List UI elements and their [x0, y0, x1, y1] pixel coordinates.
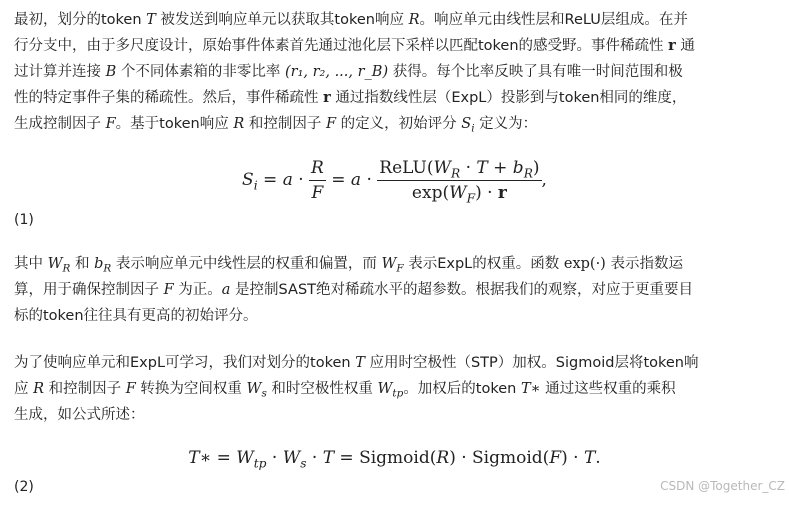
eq-f: F	[549, 448, 562, 468]
eq-lhs: S	[242, 170, 254, 190]
text-span: 应	[14, 381, 34, 397]
text-span: 性的特定事件子集的稀疏性。然后，事件稀疏性	[14, 90, 324, 106]
text-line	[14, 402, 774, 428]
paragraph-intro	[14, 7, 774, 137]
math-symbol: a	[221, 282, 231, 298]
text-line	[14, 277, 774, 303]
text-span: 和控制因子	[244, 116, 326, 132]
text-line	[14, 251, 774, 277]
eq-w: W	[236, 448, 254, 468]
text-line	[14, 376, 774, 402]
eq-a: a	[350, 170, 362, 190]
eq-frac-num: $ReLU(W_R \cdot T + b_R)$	[379, 158, 540, 181]
math-symbol: r	[323, 89, 331, 106]
eq-t: T	[476, 158, 488, 178]
text-span: 行分支中，由于多尺度设计，原始事件体素首先通过池化层下采样以匹配token的感受野。事件稀疏性	[14, 38, 669, 54]
text-span: 。加权后的token	[403, 381, 521, 397]
eq-frac-den: $\exp(W_F) \cdot r$	[411, 183, 507, 206]
math-symbol: R	[408, 12, 420, 28]
math-subscript: R	[103, 262, 112, 275]
eq-w-sub: F	[466, 191, 476, 206]
eq-w-sub: tp	[253, 456, 267, 471]
equation-1: $S_i = a$ · $\frac{R}{F}$ = a · $\frac{ReLU(W_R \cdot T + b_R)}{\exp(W_F) \cdot r}$ ,	[242, 158, 547, 206]
eq-t: T	[583, 448, 596, 468]
eq-r: r	[497, 183, 507, 203]
text-line	[14, 350, 774, 376]
eq-sigmoid: Sigmoid	[359, 448, 430, 468]
text-line	[14, 111, 774, 137]
eq-fraction-rf	[309, 156, 326, 205]
text-span: 其中	[14, 256, 48, 272]
math-symbol: T	[146, 12, 156, 28]
text-line	[14, 85, 774, 111]
text-line	[14, 303, 774, 329]
eq-w-sub: R	[450, 166, 461, 181]
math-symbol: T	[355, 355, 365, 371]
eq-r: R	[436, 448, 450, 468]
csdn-watermark: CSDN @Together_CZ	[660, 479, 785, 493]
paragraph-stp	[14, 350, 774, 428]
math-symbol: F	[163, 282, 174, 298]
eq-frac-num: R	[309, 156, 326, 181]
text-span: 被发送到响应单元以获取其token响应	[155, 12, 409, 28]
eq-b-sub: R	[523, 166, 533, 181]
text-span: 算，用于确保控制因子	[14, 282, 164, 298]
math-symbol: F	[325, 116, 337, 132]
math-symbol: R	[33, 381, 45, 397]
eq-w: W	[449, 183, 467, 203]
math-symbol: W	[377, 381, 393, 397]
eq-frac-den: F	[311, 183, 324, 203]
math-subscript: F	[396, 262, 404, 275]
equation-2: T∗ = $W_{tp} \cdot W_s \cdot T$ = Sigmoid(R) · Sigmoid(F) · T.	[188, 448, 601, 471]
text-span: 过计算并连接	[14, 64, 106, 80]
math-symbol: W	[381, 256, 397, 272]
equation-2-number: (2)	[14, 479, 34, 495]
text-span: 标的token往往具有更高的初始评分。	[14, 308, 258, 324]
eq-t: T	[322, 448, 335, 468]
text-span: 生成，如公式所述：	[14, 407, 145, 423]
text-span: 通	[675, 38, 695, 54]
math-symbol: R	[233, 116, 245, 132]
equation-1-number: (1)	[14, 212, 34, 228]
math-symbol: W	[47, 256, 63, 272]
text-span: 和	[70, 256, 95, 272]
eq-w-sub: s	[300, 456, 307, 471]
text-span: 通过指数线性层（ExpL）投影到与token相同的维度，	[330, 90, 687, 106]
text-span: 定义为：	[474, 116, 538, 132]
text-span: 的定义，初始评分	[336, 116, 462, 132]
text-span: 为正。	[173, 282, 222, 298]
math-symbol: F	[105, 116, 116, 132]
math-symbol: b	[94, 256, 104, 272]
math-subscript: i	[471, 122, 475, 135]
text-span: 是控制SAST绝对稀疏水平的超参数。根据我们的观察，对应于更重要目	[230, 282, 693, 298]
math-ratios: (r₁, r₂, ..., r_B)	[284, 64, 389, 80]
eq-relu: ReLU(	[379, 158, 434, 178]
math-symbol: W	[246, 381, 262, 397]
text-span: 应用时空极性（STP）加权。Sigmoid层将token响	[364, 355, 699, 371]
text-span: 和控制因子	[44, 381, 126, 397]
eq-fraction-main	[377, 156, 541, 205]
eq-lhs-sub: i	[253, 178, 258, 193]
eq-a: a	[282, 170, 293, 190]
text-span: 最初，划分的token	[14, 12, 147, 28]
text-span: 表示响应单元中线性层的权重和偏置，而	[111, 256, 382, 272]
paragraph-weights	[14, 251, 774, 329]
text-span: 。响应单元由线性层和ReLU层组成。在并	[419, 12, 688, 28]
eq-w: W	[433, 158, 451, 178]
math-symbol: T∗	[520, 381, 541, 397]
text-span: 个不同体素箱的非零比率	[116, 64, 285, 80]
math-symbol: S	[461, 116, 472, 132]
math-symbol: r	[668, 37, 676, 54]
text-span: 获得。每个比率反映了具有唯一时间范围和极	[388, 64, 683, 80]
math-subscript: tp	[392, 387, 404, 400]
math-symbol: B	[105, 64, 117, 80]
text-line	[14, 33, 774, 59]
text-span: 为了使响应单元和ExpL可学习，我们对划分的token	[14, 355, 356, 371]
eq-b: b	[512, 158, 524, 178]
text-span: 。基于token响应	[115, 116, 234, 132]
text-span: 表示指数运	[605, 256, 683, 272]
text-span: 和时空极性权重	[266, 381, 378, 397]
eq-sigmoid: Sigmoid	[472, 448, 543, 468]
math-exp: exp(·)	[563, 256, 606, 272]
eq-lhs: T∗ =	[188, 448, 237, 468]
math-subscript: s	[261, 387, 267, 400]
math-symbol: F	[125, 381, 136, 397]
text-span: 通过这些权重的乘积	[540, 381, 676, 397]
text-line	[14, 59, 774, 85]
math-subscript: R	[62, 262, 71, 275]
text-span: 转换为空间权重	[135, 381, 247, 397]
eq-exp: exp(	[411, 183, 450, 203]
text-span: 生成控制因子	[14, 116, 106, 132]
text-span: 表示ExpL的权重。函数	[403, 256, 564, 272]
text-line	[14, 7, 774, 33]
eq-w: W	[282, 448, 301, 468]
